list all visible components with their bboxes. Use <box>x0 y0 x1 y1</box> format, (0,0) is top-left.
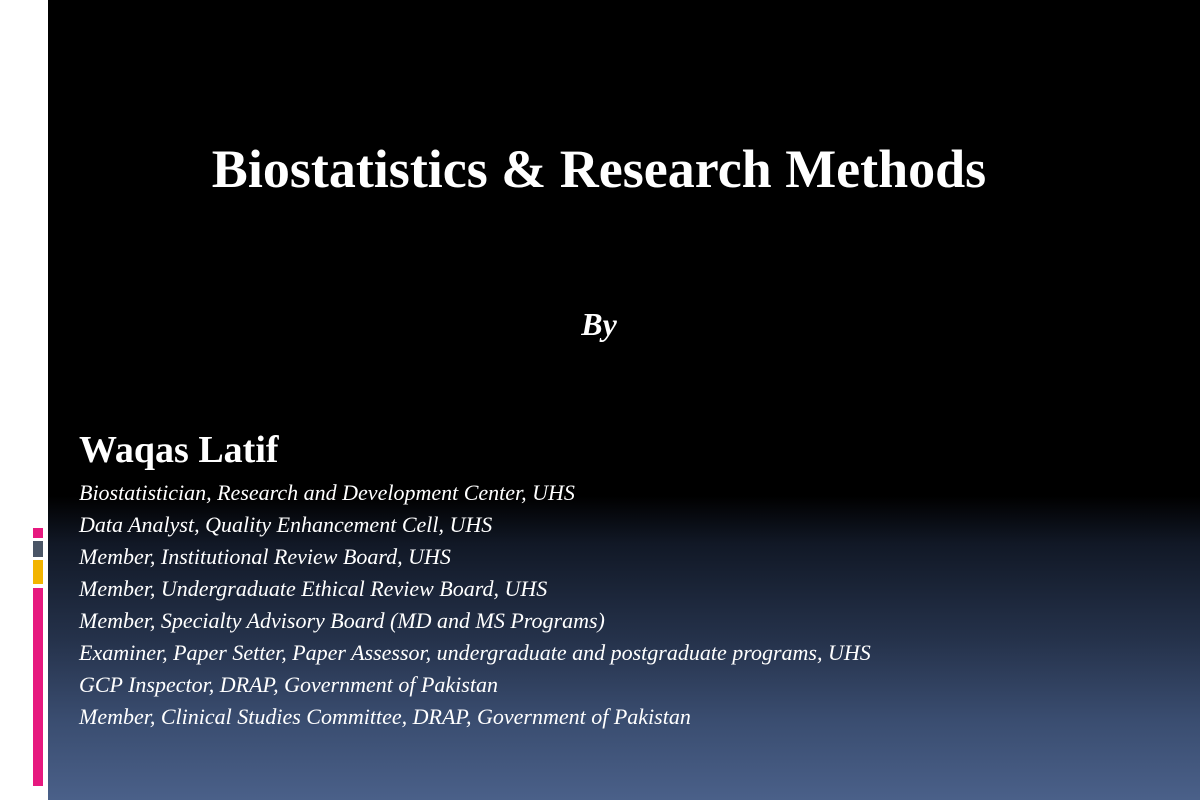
role-item: Examiner, Paper Setter, Paper Assessor, undergraduate and postgraduate programs, UHS <box>79 640 871 665</box>
accent-bar-gray <box>33 541 43 557</box>
author-roles-list <box>79 477 871 733</box>
accent-bar-pink-top <box>33 528 43 538</box>
author-name: Waqas Latif <box>79 429 279 471</box>
role-item: GCP Inspector, DRAP, Government of Pakistan <box>79 672 498 697</box>
role-item: Biostatistician, Research and Development Center, UHS <box>79 480 575 505</box>
role-item: Member, Clinical Studies Committee, DRAP, Government of Pakistan <box>79 704 691 729</box>
slide-title: Biostatistics & Research Methods <box>211 139 987 199</box>
role-item: Data Analyst, Quality Enhancement Cell, UHS <box>79 512 493 537</box>
accent-bar-gold <box>33 560 43 584</box>
decorative-lines-icon <box>26 50 48 122</box>
role-item: Member, Undergraduate Ethical Review Board, UHS <box>79 576 548 601</box>
by-label: By <box>581 306 617 342</box>
accent-bar-pink <box>33 588 43 786</box>
role-item: Member, Specialty Advisory Board (MD and MS Programs) <box>79 608 605 633</box>
role-item: Member, Institutional Review Board, UHS <box>79 544 451 569</box>
